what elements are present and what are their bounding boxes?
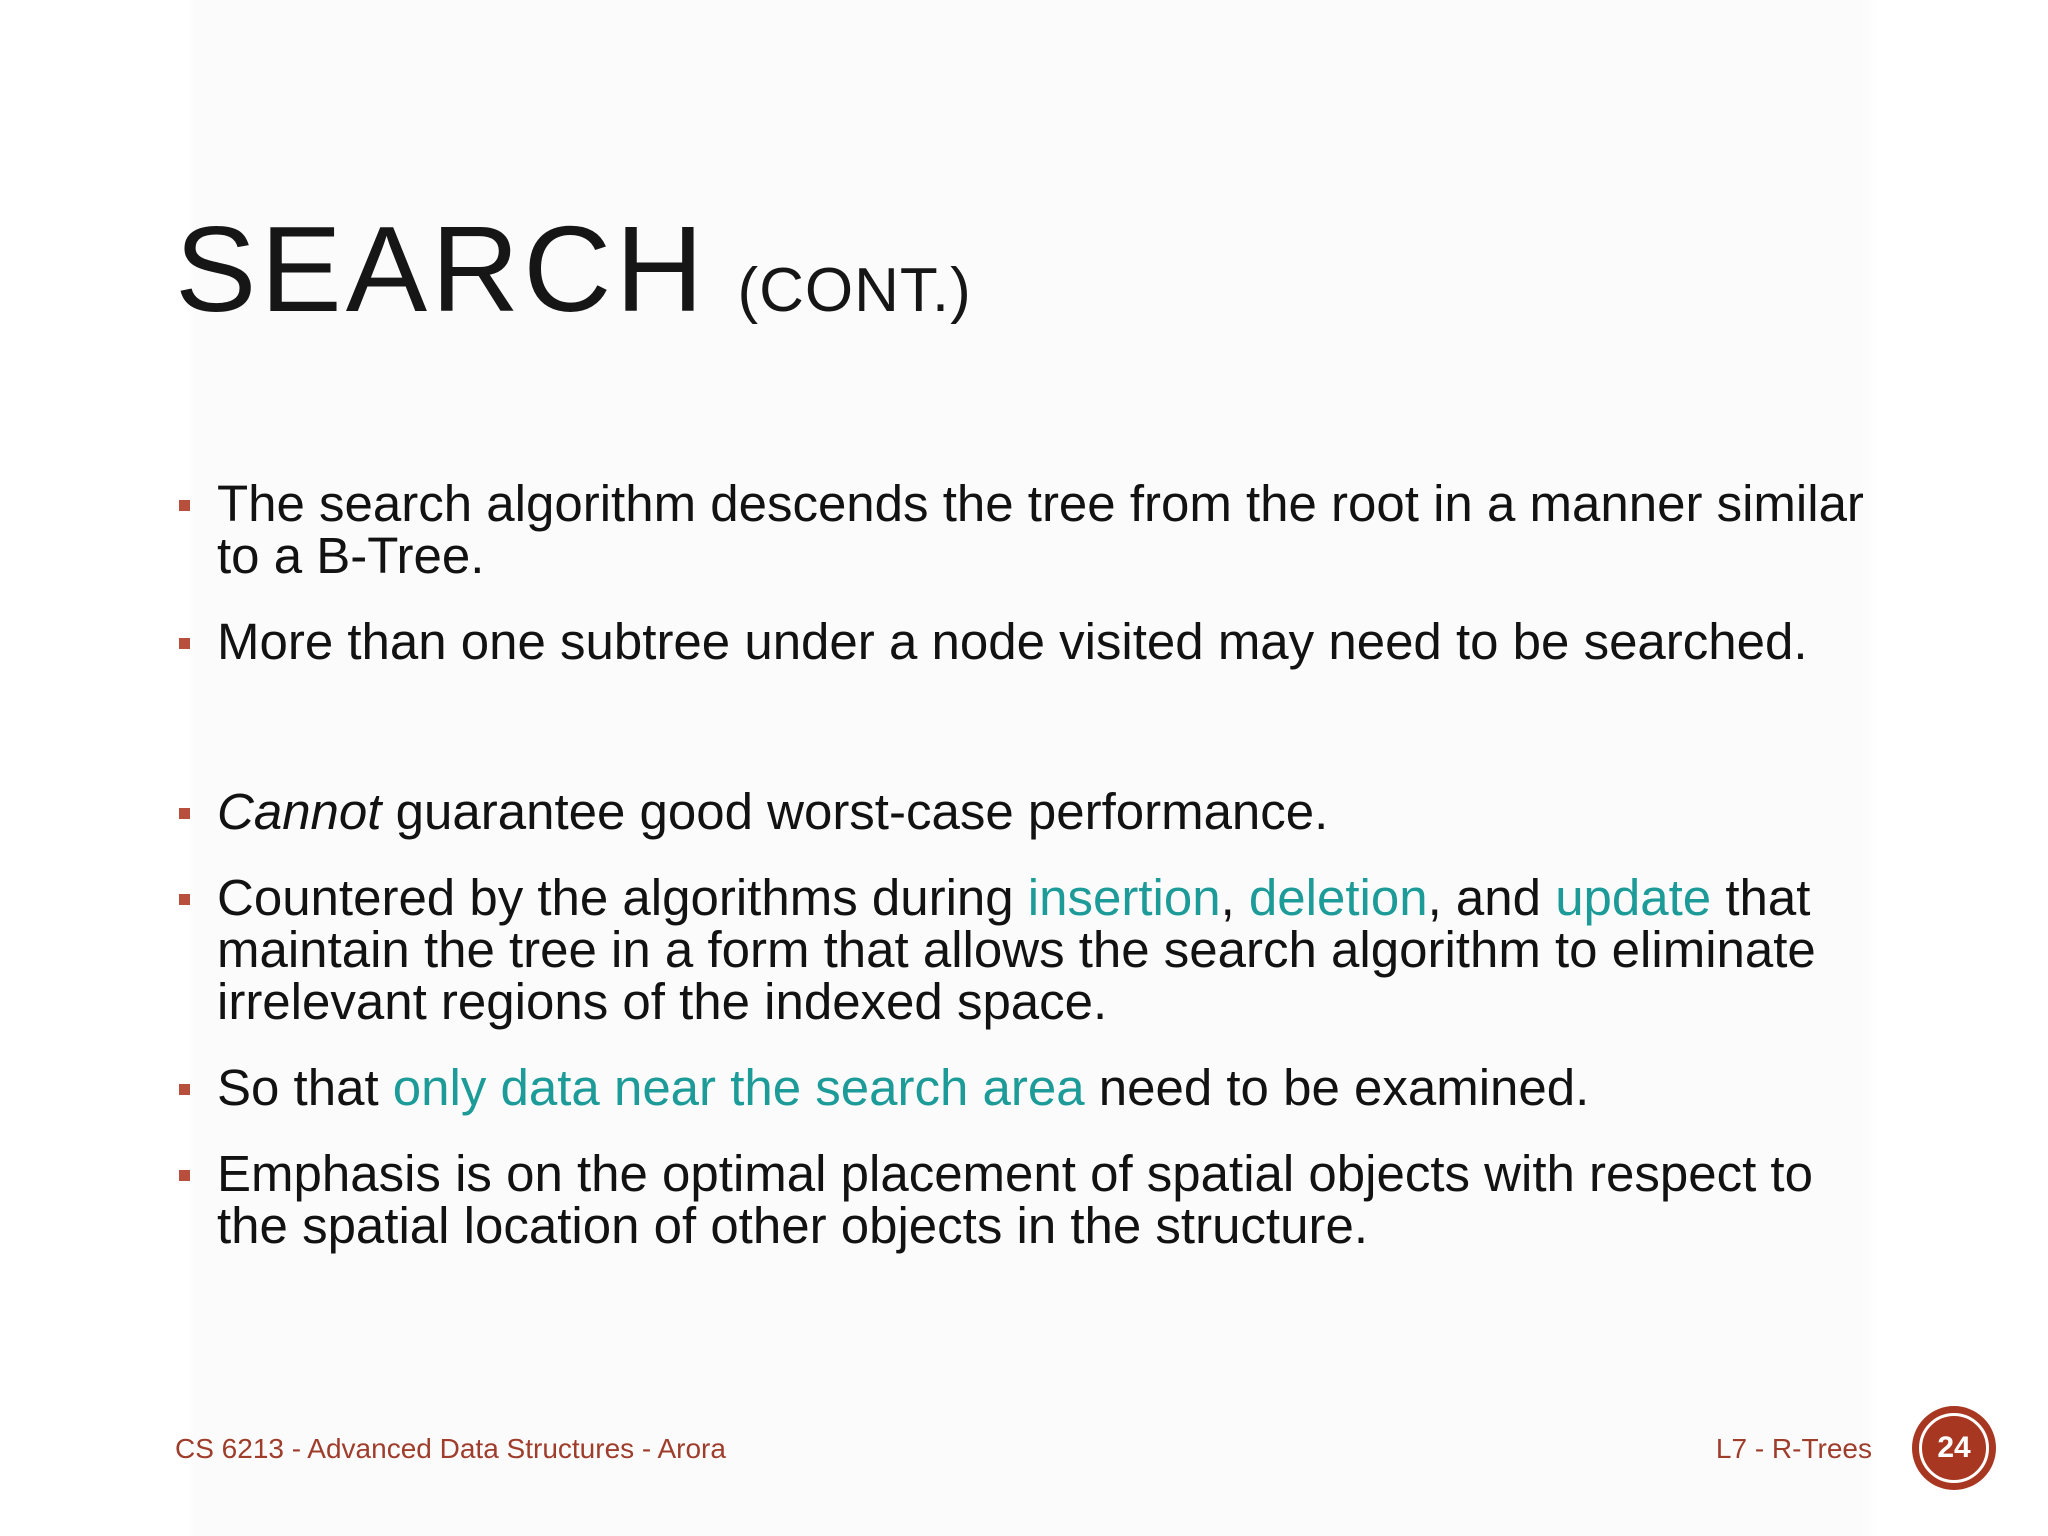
accent-update: update: [1555, 869, 1712, 926]
bullet-text: need to be examined.: [1084, 1059, 1590, 1116]
bullet-text: More than one subtree under a node visited may need to be searched.: [217, 613, 1808, 670]
bullet-item-optimal-placement: [176, 1145, 1876, 1254]
bullet-text: The search algorithm descends the tree from the root in a manner similar to a B-Tree.: [217, 475, 1864, 584]
accent-insertion: insertion: [1027, 869, 1221, 926]
bullet-item-search-algorithm: [176, 475, 1876, 584]
bullet-separator: ,: [1220, 869, 1249, 926]
slide-title: [175, 201, 972, 337]
bullet-marker-icon: [179, 894, 190, 905]
bullet-text: Countered by the algorithms during: [217, 869, 1028, 926]
footer-lecture: L7 - R-Trees: [1715, 1433, 1872, 1464]
accent-search-area: only data near the search area: [392, 1059, 1085, 1116]
bullet-item-worst-case: [176, 783, 1876, 840]
bullet-marker-icon: [179, 638, 190, 649]
bullet-item-search-area: [176, 1059, 1876, 1116]
title-subtitle: (CONT.): [737, 256, 972, 325]
bullet-item-multiple-subtrees: [176, 613, 1876, 670]
page-number-badge: [1912, 1406, 1996, 1490]
bullet-emphasis: Cannot: [217, 783, 382, 840]
bullet-text: Emphasis is on the optimal placement of spatial objects with respect to the spatial location of other objects in the structure.: [217, 1145, 1813, 1254]
accent-deletion: deletion: [1248, 869, 1428, 926]
bullet-text: So that: [217, 1059, 393, 1116]
bullet-text: that maintain the tree in a form that allows the search algorithm to eliminate irrelevant regions of the indexed space.: [217, 869, 1816, 1030]
bullet-marker-icon: [179, 500, 190, 511]
bullet-marker-icon: [179, 1084, 190, 1095]
footer-course: CS 6213 - Advanced Data Structures - Arora: [175, 1433, 726, 1464]
bullet-list: [176, 475, 1876, 1286]
page-number: 24: [1937, 1431, 1971, 1464]
bullet-item-countered-by-algorithms: [176, 869, 1876, 1030]
bullet-separator: , and: [1427, 869, 1556, 926]
bullet-marker-icon: [179, 1170, 190, 1181]
title-main: SEARCH: [175, 201, 708, 337]
bullet-text: guarantee good worst-case performance.: [381, 783, 1329, 840]
bullet-marker-icon: [179, 808, 190, 819]
